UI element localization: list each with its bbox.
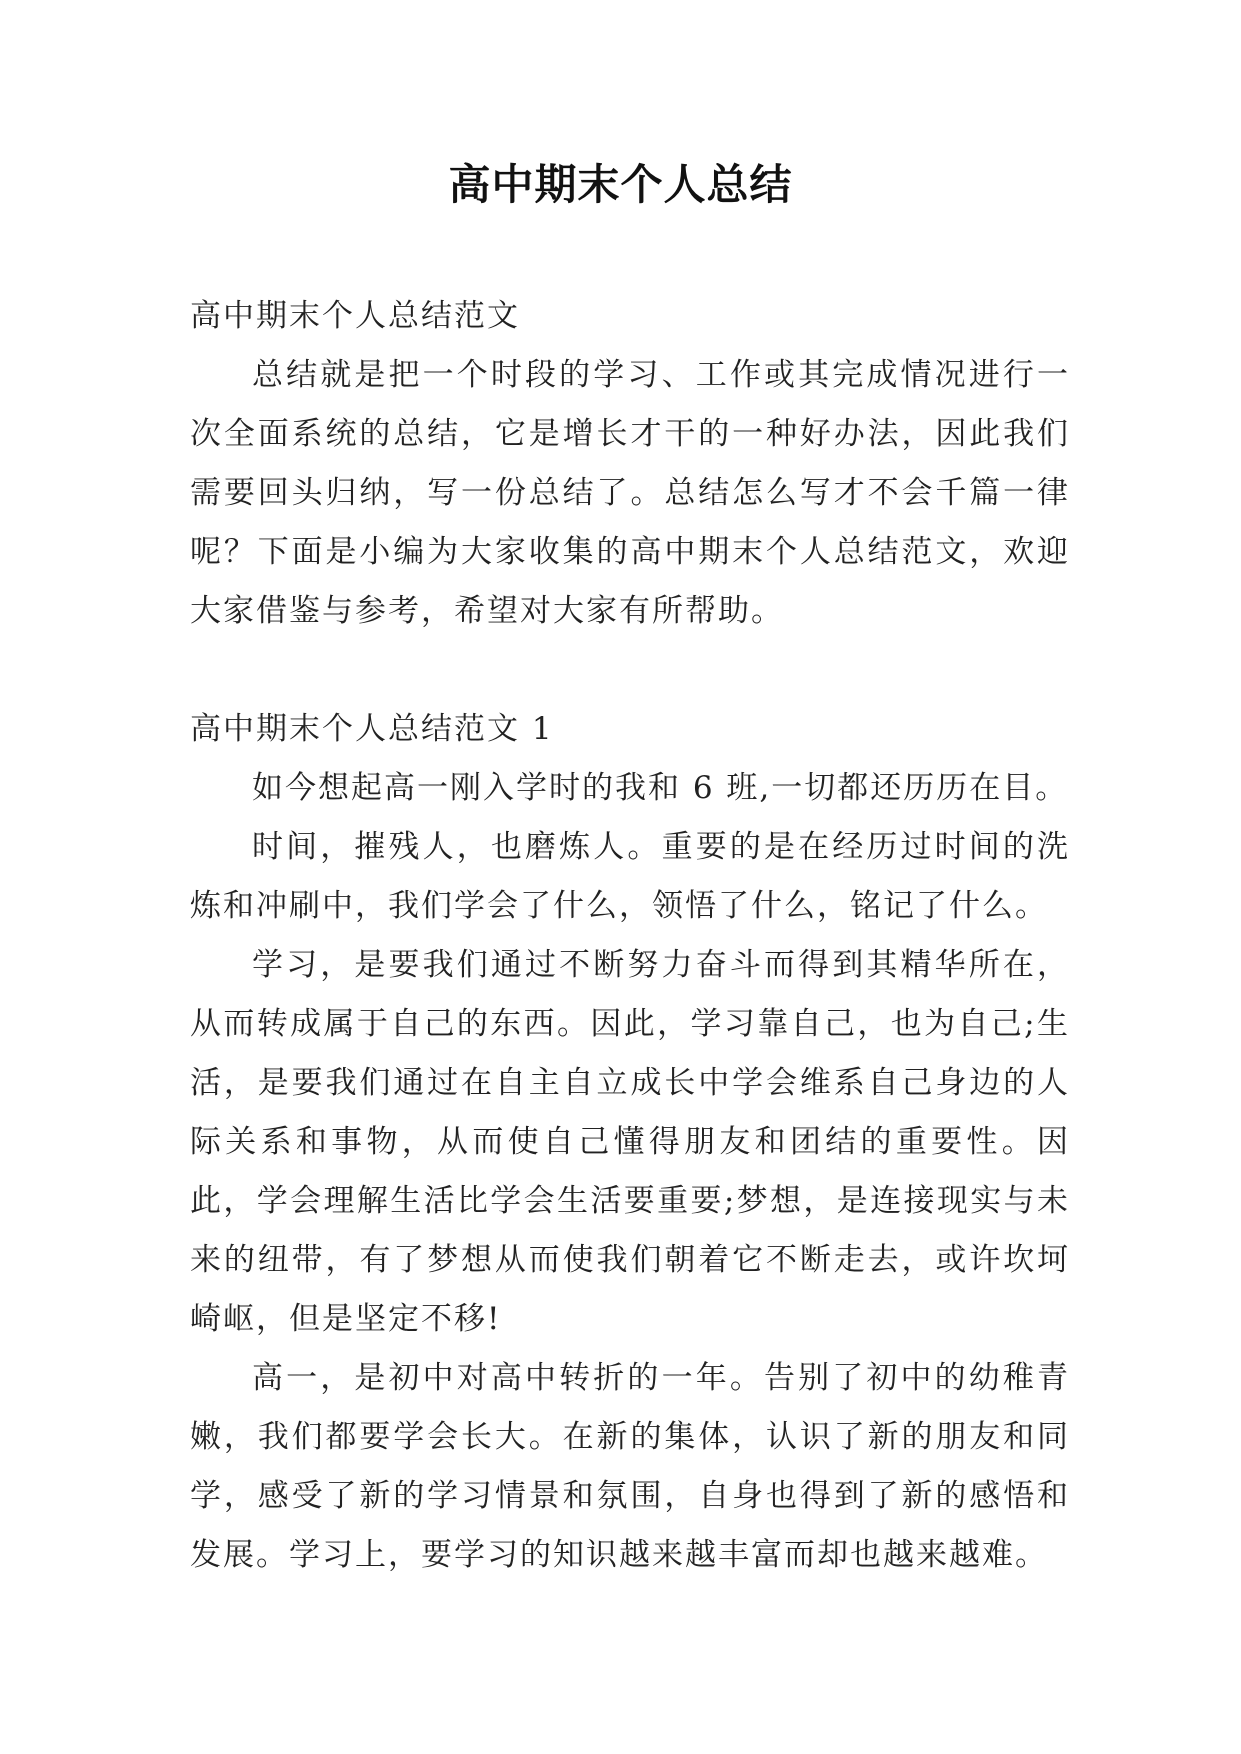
body-paragraph: 学习，是要我们通过不断努力奋斗而得到其精华所在，从而转成属于自己的东西。因此，学习靠自己，也为自己;生活，是要我们通过在自主自立成长中学会维系自己身边的人际关系和事物，从而使自己懂得朋友和团结的重要性。因此，学会理解生活比学会生活要重要;梦想，是连接现实与未来的纽带，有了梦想从而使我们朝着它不断走去，或许坎坷崎岖，但是坚定不移! [190, 947, 1070, 1337]
document-title: 高中期末个人总结 [448, 160, 793, 209]
intro-paragraph: 总结就是把一个时段的学习、工作或其完成情况进行一次全面系统的总结，它是增长才干的一种好办法，因此我们需要回头归纳，写一份总结了。总结怎么写才不会千篇一律呢？下面是小编为大家收集的高中期末个人总结范文，欢迎大家借鉴与参考，希望对大家有所帮助。 [190, 357, 1070, 629]
section-heading-1: 高中期末个人总结范文 1 [190, 711, 554, 747]
section-spacer [190, 641, 1070, 700]
body-paragraph: 如今想起高一刚入学时的我和 6 班,一切都还历历在目。 [252, 770, 1069, 806]
body-paragraph: 时间，摧残人，也磨炼人。重要的是在经历过时间的洗炼和冲刷中，我们学会了什么，领悟了什么，铭记了什么。 [190, 829, 1070, 924]
body-paragraph: 高一，是初中对高中转折的一年。告别了初中的幼稚青嫩，我们都要学会长大。在新的集体，认识了新的朋友和同学，感受了新的学习情景和氛围，自身也得到了新的感悟和发展。学习上，要学习的知识越来越丰富而却也越来越难。 [190, 1360, 1070, 1573]
document-body [190, 287, 1070, 1585]
section-heading-intro: 高中期末个人总结范文 [190, 298, 520, 334]
